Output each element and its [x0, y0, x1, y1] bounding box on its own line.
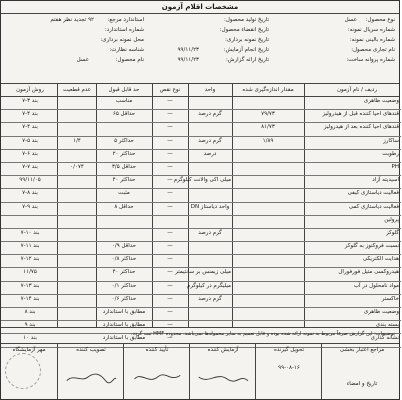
test-name-cell: وضعیت ظاهری [363, 309, 399, 315]
receiver-label: تحویل گیرنده [274, 347, 304, 353]
method-cell: بند ۱۴-۷ [20, 295, 40, 302]
sampling-date-label: تاریخ نمونه برداری: [225, 37, 269, 43]
limit-cell: حداکثر ۰/۶ [111, 295, 137, 302]
unit-cell: میلیگرم در کیلوگرم [186, 282, 231, 289]
table-row [1, 123, 401, 136]
defect-type-cell: — [167, 163, 173, 170]
tester-label: آزمایش کننده [207, 347, 239, 353]
lot-label: شماره بالینی نمونه: [349, 37, 395, 43]
defect-type-cell: — [167, 137, 173, 144]
defect-type-cell: — [167, 295, 173, 302]
defect-type-cell: — [167, 150, 173, 157]
uncertainty-cell: ۰/۰۷۴ [70, 163, 84, 170]
limit-cell: حداکثر ۴۰ [112, 269, 136, 276]
test-name-cell: اسیدیته آزاد [372, 177, 399, 184]
test-name-cell: ساکارز [383, 137, 399, 144]
results-table [1, 97, 401, 348]
approver-label: تصویب کننده [76, 347, 106, 353]
unit-cell: گرم درصد [198, 295, 222, 302]
unit-cell: درصد [203, 150, 217, 157]
test-name-cell: نشانه گذاری [370, 335, 399, 342]
col-header-qty: مقدار اندازه‌گیری شده [242, 87, 294, 93]
signature-icon [65, 371, 118, 385]
product-name-value: عسل [76, 57, 89, 63]
test-name-cell: وضعیت ظاهری [363, 98, 399, 104]
test-name-cell: فعالیت دیاستازی کمی [348, 203, 399, 210]
table-row [1, 163, 401, 176]
test-name-cell: گلوکز [386, 229, 399, 236]
id-label: شناسه نظارت: [109, 47, 144, 53]
defect-type-cell: — [167, 203, 173, 210]
standard-no-label: شماره استاندارد: [104, 27, 144, 33]
divider [1, 13, 399, 14]
limit-cell: حداقل ۰/۹ [111, 243, 137, 250]
test-name-cell: مواد نامحلول در آب [353, 282, 399, 289]
table-row [1, 189, 401, 202]
limit-cell: حداقل ۳/۵ [111, 163, 137, 170]
table-row [1, 282, 401, 295]
report-date-value: ۹۹/۱۱/۲۳ [177, 57, 199, 63]
method-cell: بند ۷-۷ [22, 163, 38, 170]
method-cell: بند ۹ [24, 322, 36, 329]
test-name-cell: قندهای احیا کننده بعد از هیدرولیز [323, 124, 399, 131]
method-cell: ۱۱/۷۵ [23, 269, 37, 276]
limit-cell: مناسب [115, 98, 133, 104]
test-name-cell: نسبت فروکتوز به گلوکز [344, 243, 399, 250]
test-name-cell: بسته بندی [375, 322, 399, 329]
table-row [1, 137, 401, 150]
col-header-name: ردیف / نام آزمون [336, 87, 378, 93]
limit-cell: حداکثر ۰/۸ [111, 256, 137, 263]
defect-type-cell: — [167, 190, 173, 197]
accreditation-label: مراجع اعتبار بخشی [339, 347, 385, 353]
verifier-cell [123, 343, 190, 399]
producer-label: شماره پروانه ساخت: [346, 57, 395, 63]
table-row [1, 176, 401, 189]
defect-type-cell: — [167, 111, 173, 118]
method-cell: بند ۶-۷ [22, 150, 38, 157]
defect-type-cell: — [167, 269, 173, 276]
defect-type-cell: — [167, 124, 173, 131]
col-header-type: نوع نقص [159, 87, 181, 93]
limit-cell: حداکثر ۲۰ [112, 150, 136, 157]
test-name-cell: PH [391, 163, 399, 170]
limit-cell: حداکثر ۰/۱ [111, 282, 137, 289]
col-header-unit: واحد [204, 87, 216, 93]
measured-value-cell: ۸۱/۷۳ [261, 124, 275, 131]
serial-label: شماره سریال نمونه: [347, 27, 395, 33]
method-cell: بند ۴-۷ [22, 111, 38, 118]
col-header-method: روش آزمون [16, 87, 44, 93]
approver-cell [57, 343, 124, 399]
col-header-limit: حد قابل قبول [108, 87, 140, 93]
defect-type-cell: — [167, 243, 173, 250]
test-name-cell: رطوبت [382, 150, 399, 157]
trade-name-label: نام تجاری محصول: [351, 47, 395, 53]
method-cell: بند ۱۲-۷ [20, 256, 40, 263]
divider [1, 83, 399, 84]
standard-label: استاندارد مرجع: [107, 17, 144, 23]
limit-cell: حداکثر ۴۰ [112, 177, 136, 184]
report-date-label: تاریخ ارائه گزارش: [225, 57, 269, 63]
method-cell: بند ۸ [24, 309, 36, 315]
test-name-cell: خاکستر [381, 295, 399, 302]
col-header-unc: عدم قطعیت [62, 87, 92, 93]
unit-cell: گرم درصد [198, 229, 222, 236]
date-value: ۹۹-۰۸-۱۶ [278, 365, 300, 371]
divider [1, 327, 399, 328]
limit-cell: حداقل ۸ [114, 203, 134, 210]
limit-cell: مطابق با استاندارد [102, 309, 146, 315]
verifier-label: تأیید کننده [145, 347, 169, 353]
method-cell: بند ۱۱-۷ [20, 243, 40, 250]
receiver-cell [255, 343, 322, 399]
product-name-label: نام محصول: [115, 57, 144, 63]
limit-cell: مطابق با استاندارد [102, 335, 146, 342]
unit-cell: گرم درصد [198, 137, 222, 144]
method-cell: بند ۹-۷ [22, 203, 38, 210]
test-name-cell: فعالیت دیاستازی کیفی [347, 190, 399, 197]
table-row [1, 295, 401, 308]
date-label: تاریخ و امضاء [346, 381, 378, 387]
test-date-label: تاریخ انجام آزمایش: [223, 47, 269, 53]
table-row [1, 308, 401, 321]
table-row [1, 229, 401, 242]
signature-icon [131, 371, 184, 385]
table-row [1, 216, 401, 229]
table-row [1, 110, 401, 123]
measured-value-cell: ۱/۸۹ [262, 137, 274, 144]
method-cell: بند ۱۰ [23, 335, 37, 342]
test-name-cell: پرولین [384, 216, 399, 223]
sample-type-label: نوع محصول: [365, 17, 395, 23]
standard-value: ۹۲ تجدید نظر هفتم [50, 17, 94, 23]
table-row [1, 255, 401, 268]
defect-type-cell: — [167, 335, 173, 342]
defect-type-cell: — [167, 177, 173, 184]
table-row [1, 97, 401, 110]
signature-icon [197, 371, 250, 385]
limit-cell: مطابق با استاندارد [102, 322, 146, 329]
defect-type-cell: — [167, 282, 173, 289]
sampling-place-label: محل نمونه برداری: [100, 37, 144, 43]
method-cell: بند ۳-۷ [22, 98, 38, 104]
defect-type-cell: — [167, 256, 173, 263]
limit-cell: مثبت [118, 190, 130, 197]
page-title: مشخصات اقلام آزمون [161, 3, 239, 11]
table-row [1, 150, 401, 163]
test-name-cell: هیدروکسی متیل فورفورال [338, 269, 399, 276]
defect-type-cell: — [167, 322, 173, 329]
defect-type-cell: — [167, 309, 173, 315]
unit-cell: واحد دیاستاز DN [190, 203, 230, 210]
unit-cell: میلی اکی والانت کیلوگرم [173, 177, 231, 184]
unit-cell: میلی زیمنس بر سانتیمتر [175, 269, 231, 276]
limit-cell: حداقل ۶۵ [112, 111, 136, 118]
footnote: توضیحات: این گزارش صرفاً مربوط به نمونه ارائه شده بوده و قابل تعمیم به سایر محموله‌ها نمی‌باشد. محدوده HMF ثبت گردد. [131, 331, 395, 337]
method-cell: بند ۱۳-۷ [20, 282, 40, 289]
test-name-cell: قندهای احیا کننده قبل از هیدرولیز [322, 111, 399, 118]
unit-cell: گرم درصد [198, 111, 222, 118]
defect-type-cell: — [167, 229, 173, 236]
method-cell: ۹۹/۱۱/۰۵ [19, 177, 41, 184]
table-row [1, 242, 401, 255]
table-row [1, 203, 401, 216]
lab-stamp-label: مهر آزمایشگاه [12, 347, 46, 353]
defect-type-cell: — [167, 98, 173, 104]
sample-type-value: عسل [344, 17, 357, 23]
method-cell: بند ۸-۷ [22, 190, 38, 197]
tester-cell [189, 343, 256, 399]
method-cell: بند ۱۰-۷ [20, 229, 40, 236]
method-cell: بند ۴-۷ [22, 124, 38, 131]
mfg-date-label: تاریخ تولید محصول: [224, 17, 269, 23]
method-cell: بند ۵-۷ [22, 137, 38, 144]
table-row [1, 268, 401, 281]
stamp-icon [5, 353, 41, 389]
accreditation-cell [321, 343, 402, 399]
exp-date-label: تاریخ انقضاء محصول: [219, 27, 269, 33]
measured-value-cell: ۷۹/۷۳ [261, 111, 275, 118]
test-name-cell: هدایت الکتریکی [362, 256, 399, 263]
uncertainty-cell: ۱/۴ [73, 137, 81, 144]
test-date-value: ۹۹/۱۱/۲۳ [177, 47, 199, 53]
limit-cell: حداکثر ۵ [114, 137, 134, 144]
